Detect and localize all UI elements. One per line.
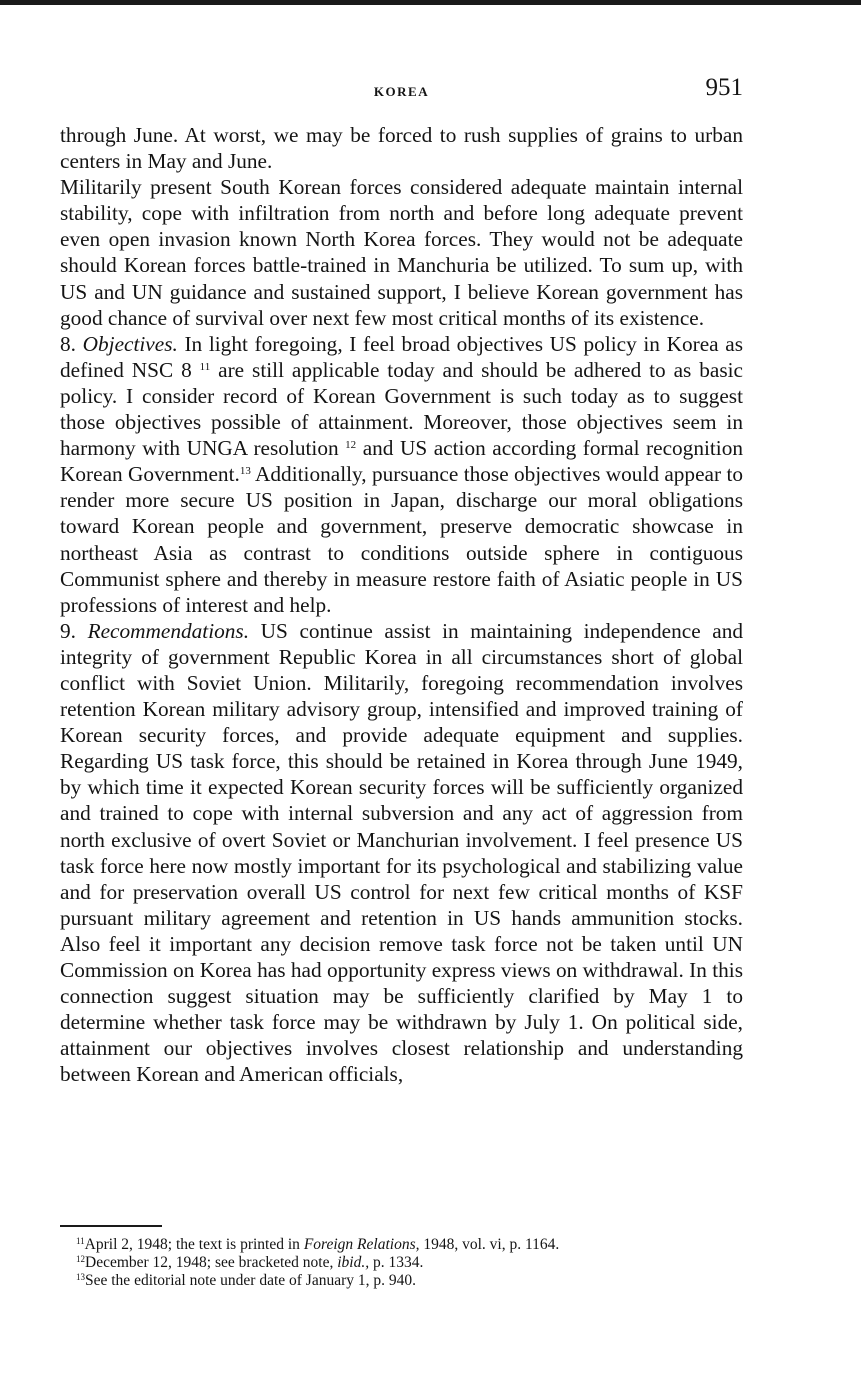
- footnote-text: See the editorial note under date of January 1, p. 940.: [85, 1272, 416, 1289]
- footnote-number: 13: [76, 1272, 85, 1282]
- footnote-text: 1948, vol. vi, p. 1164.: [423, 1236, 560, 1253]
- footnote-divider: [60, 1225, 162, 1227]
- footnote-number: 11: [76, 1236, 85, 1246]
- paragraph-recommendations: [60, 618, 743, 1088]
- running-head: KOREA: [373, 84, 430, 99]
- section-number: 9.: [60, 618, 76, 643]
- page-number: 951: [705, 74, 743, 101]
- paragraph-text: Militarily present South Korean forces considered adequate maintain internal stability, cope with infiltration from north and before long adequate prevent even open invasion known North Korea forces. They would not be adequate should Korean forces battle-trained in Manchuria be utilized. To sum up, with US and UN guidance and sustained support, I believe Korean government has good chance of survival over next few most critical months of its existence.: [60, 175, 743, 330]
- footnote-text: p. 1334.: [372, 1254, 424, 1271]
- footnote-italic: ibid.,: [337, 1254, 370, 1271]
- footnote-italic: Foreign Relations,: [303, 1236, 420, 1253]
- paragraph-text: through June. At worst, we may be forced to rush supplies of grains to urban centers in May and June.: [60, 123, 743, 174]
- paragraph-military: [60, 174, 743, 331]
- paragraph-text: In light foregoing, I feel broad objectives US policy in Korea as defined NSC 8: [60, 331, 743, 382]
- paragraph-objectives: [60, 331, 743, 618]
- body-text: [60, 122, 743, 1087]
- footnote-11: [76, 1236, 743, 1254]
- paragraph-continuation: [60, 122, 743, 174]
- paragraph-text: and US action according formal recognition Korean Government.: [60, 436, 744, 487]
- footnote-ref-11: 11: [199, 360, 211, 373]
- section-heading: Objectives.: [82, 331, 178, 356]
- paragraph-text: US continue assist in maintaining independence and integrity of government Republic Korea in all circumstances short of global conflict with Soviet Union. Militarily, foregoing recommendation involves retention Korean military advisory group, intensified and improved training of Korean security forces, and provide adequate equipment and supplies. Regarding US task force, this should be retained in Korea through June 1949, by which time it expected Korean security forces will be sufficiently organized and trained to cope with internal subversion and any act of aggression from north exclusive of overt Soviet or Manchurian involvement. I feel presence US task force here now mostly important for its psychological and stabilizing value and for preservation overall US control for next few critical months of KSF pursuant military agreement and retention in US hands ammunition stocks. Also feel it important any decision remove task force not be taken until UN Commission on Korea has had opportunity express views on withdrawal. In this connection suggest situation may be sufficiently clarified by May 1 to determine whether task force may be withdrawn by July 1. On political side, attainment our objectives involves closest relationship and understanding between Korean and American officials,: [60, 618, 743, 1087]
- footnote-ref-12: 12: [345, 439, 357, 452]
- footnote-text: April 2, 1948; the text is printed in: [84, 1236, 300, 1253]
- paragraph-text: are still applicable today and should be adhered to as basic policy. I consider record of Korean Government is such today as to suggest those objectives possible of attainment. Moreover, those objectives seem in harmony with UNGA resolution: [60, 357, 744, 461]
- footnote-12: [76, 1254, 743, 1272]
- section-heading: Recommendations.: [87, 618, 250, 643]
- footnote-number: 12: [76, 1254, 85, 1264]
- footnotes: [76, 1236, 743, 1290]
- top-border-rule: [0, 0, 861, 5]
- paragraph-text: Additionally, pursuance those objectives would appear to render more secure US position in Japan, discharge our moral obligations toward Korean people and government, preserve democratic showcase in northeast Asia as contrast to conditions outside sphere in contiguous Communist sphere and thereby in measure restore faith of Asiatic people in US professions of interest and help.: [60, 462, 744, 617]
- page-header: [60, 74, 743, 110]
- section-number: 8.: [60, 331, 76, 356]
- footnote-ref-13: 13: [239, 465, 251, 478]
- footnote-text: December 12, 1948; see bracketed note,: [85, 1254, 334, 1271]
- footnote-13: [76, 1272, 743, 1290]
